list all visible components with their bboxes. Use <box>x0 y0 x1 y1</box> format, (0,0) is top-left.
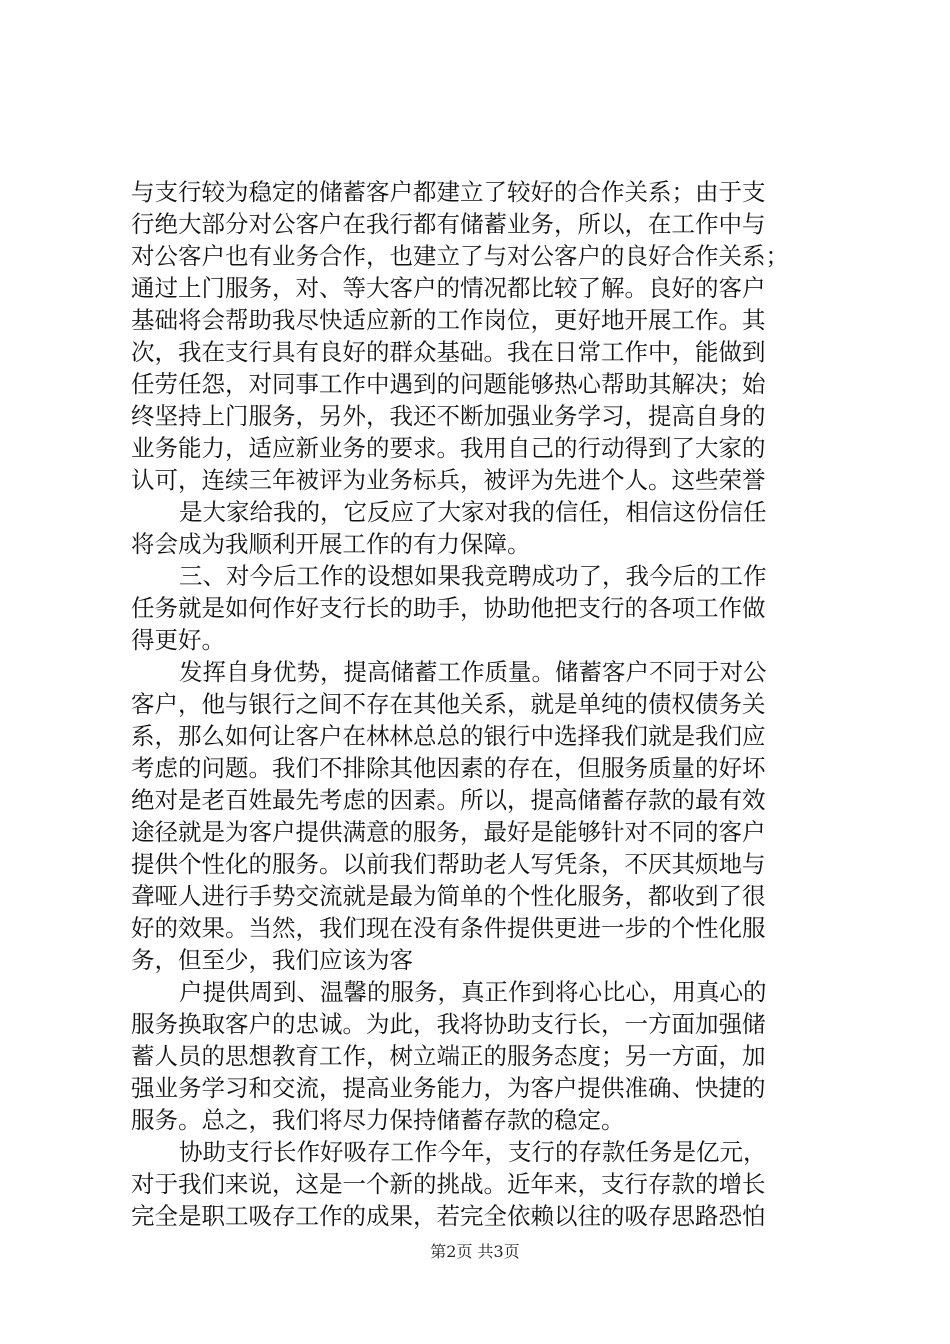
text-line: 考虑的问题。我们不排除其他因素的存在，但服务质量的好坏 <box>131 754 766 782</box>
page-footer <box>0 1242 950 1262</box>
text-line: 蓄人员的思想教育工作，树立端正的服务态度；另一方面，加 <box>131 1042 766 1070</box>
text-line: 业务能力，适应新业务的要求。我用自己的行动得到了大家的 <box>131 434 766 462</box>
text-line: 认可，连续三年被评为业务标兵，被评为先进个人。这些荣誉 <box>131 466 766 494</box>
text-line: 服务换取客户的忠诚。为此，我将协助支行长，一方面加强储 <box>131 1010 766 1038</box>
text-line: 次，我在支行具有良好的群众基础。我在日常工作中，能做到 <box>131 338 766 366</box>
text-line: 行绝大部分对公客户在我行都有储蓄业务，所以，在工作中与 <box>131 210 766 238</box>
text-line: 好的效果。当然，我们现在没有条件提供更进一步的个性化服 <box>131 914 766 942</box>
page-number-label: 第2页 共3页 <box>430 1242 520 1261</box>
text-line: 通过上门服务，对、等大客户的情况都比较了解。良好的客户 <box>131 274 766 302</box>
text-line: 基础将会帮助我尽快适应新的工作岗位，更好地开展工作。其 <box>131 306 766 334</box>
text-line: 服务。总之，我们将尽力保持储蓄存款的稳定。 <box>131 1106 625 1134</box>
text-line: 任务就是如何作好支行长的助手，协助他把支行的各项工作做 <box>131 594 766 622</box>
text-line: 对公客户也有业务合作，也建立了与对公客户的良好合作关系； <box>131 242 789 270</box>
text-line: 将会成为我顺利开展工作的有力保障。 <box>131 530 531 558</box>
text-line: 完全是职工吸存工作的成果，若完全依赖以往的吸存思路恐怕 <box>131 1202 766 1230</box>
text-line: 途径就是为客户提供满意的服务，最好是能够针对不同的客户 <box>131 818 766 846</box>
paragraph-start-line: 户提供周到、温馨的服务，真正作到将心比心，用真心的 <box>179 978 767 1006</box>
text-line: 任劳任怨，对同事工作中遇到的问题能够热心帮助其解决；始 <box>131 370 766 398</box>
paragraph-start-line: 是大家给我的，它反应了大家对我的信任，相信这份信任 <box>179 498 767 526</box>
text-line: 提供个性化的服务。以前我们帮助老人写凭条，不厌其烦地与 <box>131 850 766 878</box>
text-line: 客户，他与银行之间不存在其他关系，就是单纯的债权债务关 <box>131 690 766 718</box>
text-line: 绝对是老百姓最先考虑的因素。所以，提高储蓄存款的最有效 <box>131 786 766 814</box>
paragraph-start-line: 发挥自身优势，提高储蓄工作质量。储蓄客户不同于对公 <box>179 658 767 686</box>
text-line: 系，那么如何让客户在林林总总的银行中选择我们就是我们应 <box>131 722 766 750</box>
document-body <box>131 176 831 1232</box>
text-line: 对于我们来说，这是一个新的挑战。近年来，支行存款的增长 <box>131 1170 766 1198</box>
paragraph-start-line: 协助支行长作好吸存工作今年，支行的存款任务是亿元， <box>179 1138 767 1166</box>
paragraph-start-line: 三、对今后工作的设想如果我竞聘成功了，我今后的工作 <box>179 562 767 590</box>
text-line: 强业务学习和交流，提高业务能力，为客户提供准确、快捷的 <box>131 1074 766 1102</box>
text-line: 终坚持上门服务，另外，我还不断加强业务学习，提高自身的 <box>131 402 766 430</box>
text-line: 得更好。 <box>131 626 225 654</box>
text-line: 聋哑人进行手势交流就是最为简单的个性化服务，都收到了很 <box>131 882 766 910</box>
text-line: 务，但至少，我们应该为客 <box>131 946 413 974</box>
text-line: 与支行较为稳定的储蓄客户都建立了较好的合作关系；由于支 <box>131 178 766 206</box>
